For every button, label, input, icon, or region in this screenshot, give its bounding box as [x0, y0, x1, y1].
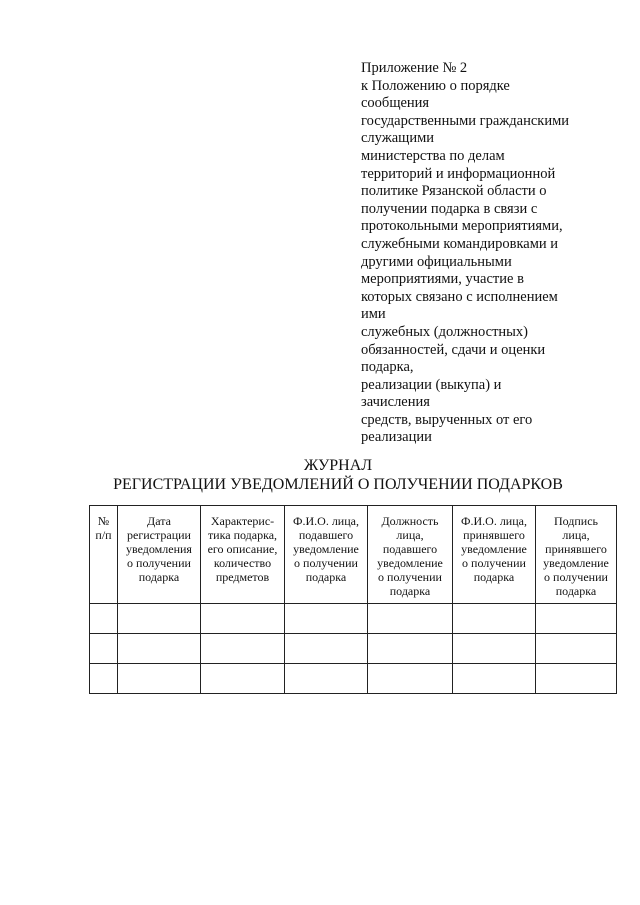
appendix-line: другими официальными — [361, 253, 512, 270]
appendix-line: к Положению о порядке — [361, 77, 510, 94]
appendix-line: министерства по делам — [361, 147, 505, 164]
appendix-line: ими — [361, 306, 386, 323]
table-cell — [118, 634, 201, 664]
appendix-line: служащими — [361, 130, 435, 147]
table-cell — [453, 634, 536, 664]
table-cell — [90, 604, 118, 634]
table-row — [90, 634, 617, 664]
table-row — [90, 664, 617, 694]
col-header-number: № п/п — [90, 506, 118, 604]
table-cell — [368, 664, 453, 694]
appendix-line: территорий и информационной — [361, 165, 556, 182]
appendix-line: политике Рязанской области о — [361, 183, 547, 200]
table-cell — [536, 634, 617, 664]
table-cell — [201, 634, 285, 664]
table-row — [90, 604, 617, 634]
appendix-line: подарка, — [361, 359, 414, 376]
appendix-line: государственными гражданскими — [361, 112, 570, 129]
table-header-row — [90, 506, 617, 604]
table-cell — [368, 634, 453, 664]
table-cell — [536, 664, 617, 694]
col-header-gift-description: Характерис- тика подарка, его описание, количество предметов — [201, 506, 285, 604]
appendix-line: средств, вырученных от его — [361, 411, 533, 428]
journal-table — [89, 505, 617, 694]
appendix-line: мероприятиями, участие в — [361, 271, 524, 288]
table-cell — [90, 634, 118, 664]
journal-title-line2: РЕГИСТРАЦИИ УВЕДОМЛЕНИЙ О ПОЛУЧЕНИИ ПОДАРКОВ — [113, 476, 563, 493]
journal-title — [90, 456, 586, 494]
appendix-line: которых связано с исполнением — [361, 288, 558, 305]
table-cell — [285, 634, 368, 664]
col-header-receiver-signature: Подпись лица, принявшего уведомление о получении подарка — [536, 506, 617, 604]
appendix-line: служебных (должностных) — [361, 323, 528, 340]
table-cell — [285, 664, 368, 694]
appendix-line: реализации (выкупа) и — [361, 376, 502, 393]
appendix-line: зачисления — [361, 394, 430, 411]
table-cell — [118, 604, 201, 634]
table-cell — [368, 604, 453, 634]
appendix-line: реализации — [361, 429, 432, 446]
appendix-line: протокольными мероприятиями, — [361, 218, 563, 235]
table-cell — [453, 664, 536, 694]
appendix-line: служебными командировками и — [361, 235, 559, 252]
appendix-line: получении подарка в связи с — [361, 200, 538, 217]
table-cell — [536, 604, 617, 634]
table-cell — [201, 604, 285, 634]
col-header-submitter-name: Ф.И.О. лица, подавшего уведомление о получении подарка — [285, 506, 368, 604]
journal-title-line1: ЖУРНАЛ — [303, 457, 373, 474]
table-cell — [118, 664, 201, 694]
appendix-block — [361, 60, 601, 447]
appendix-line: сообщения — [361, 95, 430, 112]
table-cell — [90, 664, 118, 694]
table-cell — [453, 604, 536, 634]
table-cell — [285, 604, 368, 634]
table-cell — [201, 664, 285, 694]
col-header-receiver-name: Ф.И.О. лица, принявшего уведомление о получении подарка — [453, 506, 536, 604]
col-header-registration-date: Дата регистрации уведомления о получении подарка — [118, 506, 201, 604]
appendix-line: обязанностей, сдачи и оценки — [361, 341, 546, 358]
col-header-submitter-position: Должность лица, подавшего уведомление о получении подарка — [368, 506, 453, 604]
appendix-line: Приложение № 2 — [361, 60, 468, 76]
